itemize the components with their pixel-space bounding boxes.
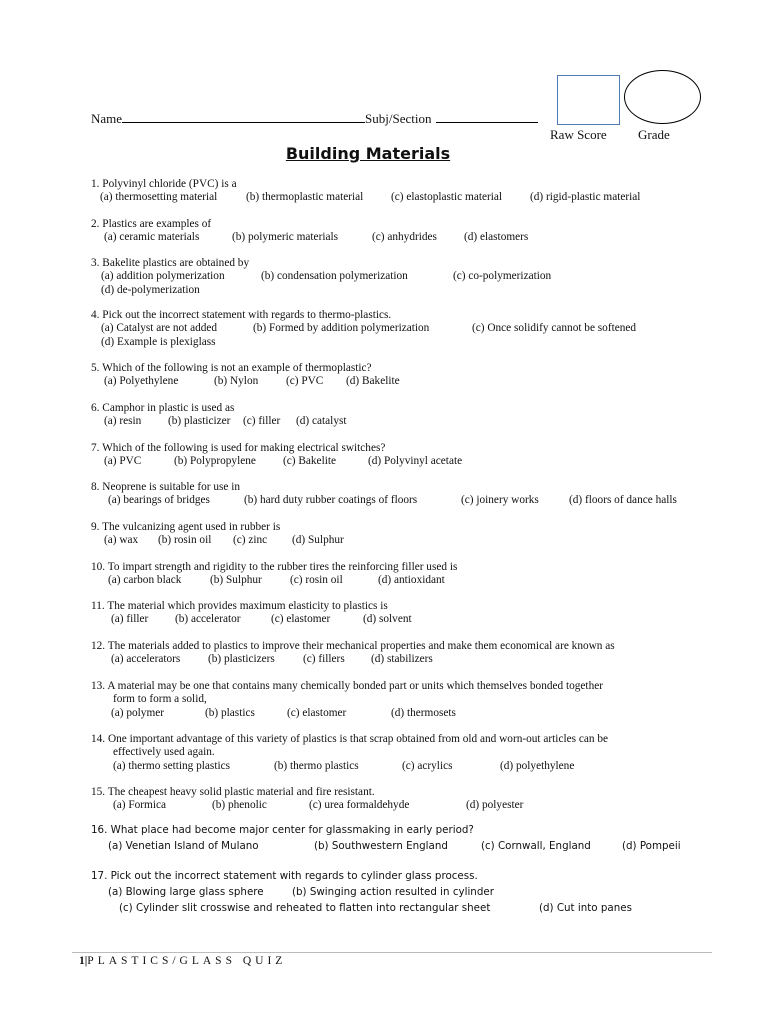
question-text: 4. Pick out the incorrect statement with regards to thermo-plastics. [91,309,392,321]
question-text: 3. Bakelite plastics are obtained by [91,257,250,269]
answer-option[interactable]: (b) Nylon [214,375,259,388]
question-text: 16. What place had become major center for glassmaking in early period? [91,824,474,836]
options-row [0,799,524,812]
options-row [0,900,632,916]
page-number: 1 [79,955,85,967]
question-13 [0,680,603,720]
question-text: 6. Camphor in plastic is used as [91,402,235,414]
answer-option[interactable]: (b) accelerator [175,613,241,626]
question-text: 1. Polyvinyl chloride (PVC) is a [91,178,237,190]
answer-option[interactable]: (d) floors of dance halls [569,494,677,507]
answer-option[interactable]: (c) Cylinder slit crosswise and reheated to flatten into rectangular sheet [119,902,491,914]
answer-option[interactable]: (a) wax [104,534,139,547]
options-row [0,415,347,428]
answer-option[interactable]: (a) thermosetting material [100,191,218,204]
question-15 [0,786,524,813]
name-row [91,108,538,127]
answer-option[interactable]: (b) plasticizers [208,653,275,666]
question-6 [0,402,347,429]
answer-option[interactable]: (b) rosin oil [158,534,212,547]
answer-option[interactable]: (a) thermo setting plastics [113,759,231,772]
answer-option[interactable]: (b) thermo plastics [274,759,359,772]
question-2 [0,218,529,245]
answer-option[interactable]: (d) Pompeii [622,840,681,852]
question-text: form to form a solid, [113,693,207,706]
answer-option[interactable]: (c) elastomer [271,613,331,626]
answer-option[interactable]: (d) antioxidant [378,574,445,587]
answer-option[interactable]: (c) filler [243,415,281,428]
answer-option[interactable]: (a) filler [111,613,149,626]
answer-option[interactable]: (b) Swinging action resulted in cylinder [292,886,494,898]
options-row [0,494,677,507]
answer-option[interactable]: (d) thermosets [391,706,456,719]
question-text: 14. One important advantage of this variety of plastics is that scrap obtained from old and worn-out articles can be [91,733,608,745]
answer-option[interactable]: (a) Blowing large glass sphere [108,886,264,898]
question-4 [0,309,637,349]
answer-option[interactable]: (a) carbon black [108,574,182,587]
options-row [0,574,457,587]
raw-score-box[interactable] [557,75,620,125]
options-row [0,375,400,388]
question-text: 10. To impart strength and rigidity to the rubber tires the reinforcing filler used is [91,561,458,573]
answer-option[interactable]: (d) elastomers [464,231,529,244]
question-7 [0,442,463,469]
answer-option[interactable]: (d) stabilizers [371,653,433,666]
answer-option[interactable]: (c) urea formaldehyde [309,799,410,812]
question-text: 13. A material may be one that contains many chemically bonded part or units which themselves bonded together [91,680,603,692]
name-field[interactable] [122,108,365,123]
question-text: 15. The cheapest heavy solid plastic material and fire resistant. [91,786,375,798]
name-label: Name [91,111,123,126]
answer-option[interactable]: (c) anhydrides [372,231,437,244]
options-row [0,270,552,283]
grade-label: Grade [638,127,670,142]
footer-separator: | [84,955,88,967]
answer-option[interactable]: (d) rigid-plastic material [530,191,641,204]
answer-option[interactable]: (a) resin [104,415,142,428]
question-text: 2. Plastics are examples of [91,218,212,230]
question-8 [0,481,677,508]
answer-option[interactable]: (c) Bakelite [283,455,337,468]
options-row [0,191,641,204]
answer-option[interactable]: (a) Polyethylene [104,375,179,388]
options-row [0,613,412,626]
subj-section-label: Subj/Section [365,111,432,126]
answer-option[interactable]: (a) accelerators [111,653,181,666]
answer-option[interactable]: (b) Polypropylene [174,455,256,468]
answer-option[interactable]: (b) phenolic [212,799,267,812]
options-row [0,231,529,244]
question-text: 11. The material which provides maximum elasticity to plastics is [91,600,388,612]
answer-option[interactable]: (a) Venetian Island of Mulano [108,840,259,852]
answer-option[interactable]: (b) hard duty rubber coatings of floors [244,494,418,507]
answer-option[interactable]: (b) plasticizer [168,415,231,428]
grade-oval[interactable] [624,70,701,124]
answer-option[interactable]: (d) Sulphur [292,534,344,547]
raw-score-label: Raw Score [550,127,607,142]
question-17 [0,868,632,916]
question-text: 9. The vulcanizing agent used in rubber is [91,521,281,533]
answer-option[interactable]: (c) rosin oil [290,574,343,587]
options-row [0,322,637,335]
question-1 [0,178,641,205]
answer-option[interactable]: (c) co-polymerization [453,270,552,283]
question-10 [0,561,457,588]
answer-option[interactable]: (b) thermoplastic material [246,191,364,204]
answer-option[interactable]: (d) Cut into panes [539,902,632,914]
options-row [0,838,681,854]
options-row [0,707,603,720]
answer-option[interactable]: (a) Formica [113,799,167,812]
question-text: 12. The materials added to plastics to improve their mechanical properties and make them economical are known as [91,640,615,652]
answer-option[interactable]: (c) acrylics [402,759,453,772]
answer-option[interactable]: (d) polyethylene [500,759,575,772]
answer-option[interactable]: (a) PVC [104,455,142,468]
answer-option[interactable]: (c) zinc [233,534,268,547]
answer-option[interactable]: (b) Sulphur [210,574,262,587]
options-row [0,455,463,468]
options-row [0,884,494,900]
answer-option[interactable]: (a) addition polymerization [101,270,225,283]
answer-option[interactable]: (c) fillers [303,653,345,666]
answer-option[interactable]: (a) bearings of bridges [108,494,210,507]
question-5 [0,362,400,389]
answer-option[interactable]: (c) Once solidify cannot be softened [472,322,637,335]
options-row [0,534,344,547]
question-text: 17. Pick out the incorrect statement with regards to cylinder glass process. [91,870,478,882]
question-text: effectively used again. [113,746,215,759]
question-14 [0,733,608,773]
answer-option[interactable]: (c) Cornwall, England [481,840,591,852]
footer-title: PLASTICS/GLASS QUIZ [87,955,287,967]
answer-option[interactable]: (d) catalyst [296,415,347,428]
footer-rule [72,952,712,953]
page-footer [79,955,286,967]
options-row [0,653,615,666]
answer-option[interactable]: (d) Example is plexiglass [101,335,216,348]
answer-option[interactable]: (b) condensation polymerization [261,270,408,283]
question-16 [0,822,681,854]
answer-option[interactable]: (b) polymeric materials [232,231,339,244]
answer-option[interactable]: (c) elastomer [287,706,347,719]
answer-option[interactable]: (d) solvent [363,613,412,626]
answer-option[interactable]: (a) polymer [111,706,165,719]
question-11 [0,600,412,627]
subj-section-field[interactable] [436,108,538,123]
answer-option[interactable]: (d) Polyvinyl acetate [368,455,463,468]
question-text: 7. Which of the following is used for making electrical switches? [91,442,386,454]
answer-option[interactable]: (c) elastoplastic material [391,191,503,204]
question-text: 8. Neoprene is suitable for use in [91,481,241,493]
answer-option[interactable]: (d) de-polymerization [101,283,200,296]
answer-option[interactable]: (b) plastics [205,706,255,719]
question-9 [0,521,344,548]
answer-option[interactable]: (d) Bakelite [346,375,400,388]
options-row [0,284,249,297]
answer-option[interactable]: (b) Formed by addition polymerization [253,322,430,335]
answer-option[interactable]: (a) Catalyst are not added [101,322,218,335]
answer-option[interactable]: (d) polyester [466,799,524,812]
question-12 [0,640,615,667]
options-row [0,760,608,773]
question-3 [0,257,552,297]
page-title: Building Materials [285,144,451,163]
options-row [0,336,391,349]
question-text: 5. Which of the following is not an example of thermoplastic? [91,362,372,374]
answer-option[interactable]: (c) joinery works [461,494,539,507]
answer-option[interactable]: (b) Southwestern England [314,840,448,852]
answer-option[interactable]: (c) PVC [286,375,324,388]
answer-option[interactable]: (a) ceramic materials [104,231,200,244]
